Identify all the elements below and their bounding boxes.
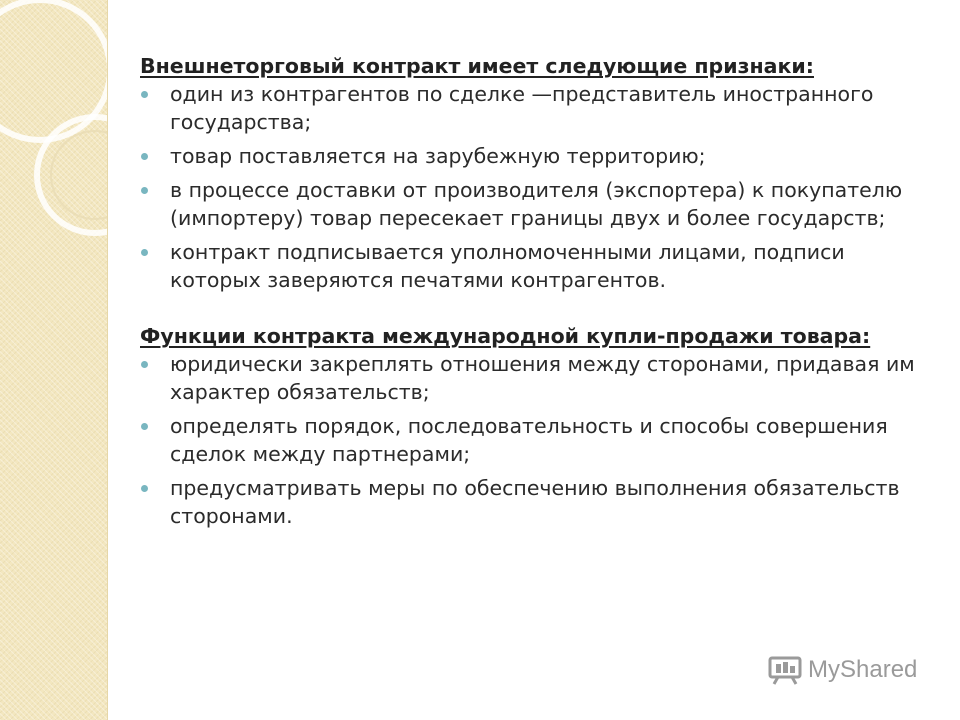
bullet-icon — [141, 153, 148, 160]
watermark-text: MyShared — [808, 656, 918, 683]
list-item: в процессе доставки от производителя (экспортера) к покупателю (импортеру) товар пересекает границы двух и более государств; — [140, 176, 940, 232]
list-item: юридически закреплять отношения между сторонами, придавая им характер обязательств; — [140, 350, 940, 406]
list-item: контракт подписывается уполномоченными лицами, подписи которых заверяются печатями контрагентов. — [140, 238, 940, 294]
decorative-side-strip — [0, 0, 108, 720]
bullet-icon — [141, 91, 148, 98]
features-list — [140, 80, 940, 294]
watermark — [768, 655, 917, 685]
list-item: один из контрагентов по сделке —представитель иностранного государства; — [140, 80, 940, 136]
presentation-board-icon — [768, 655, 802, 685]
list-item: товар поставляется на зарубежную территорию; — [140, 142, 940, 170]
list-item: предусматривать меры по обеспечению выполнения обязательств сторонами. — [140, 474, 940, 530]
list-item: определять порядок, последовательность и способы совершения сделок между партнерами; — [140, 412, 940, 468]
bullet-icon — [141, 187, 148, 194]
decorative-circles — [0, 0, 107, 720]
bullet-icon — [141, 361, 148, 368]
section-heading-functions: Функции контракта международной купли-продажи товара: — [140, 324, 871, 348]
section-heading-features: Внешнеторговый контракт имеет следующие признаки: — [140, 54, 814, 78]
bullet-icon — [141, 485, 148, 492]
bullet-icon — [141, 249, 148, 256]
slide-content — [140, 52, 940, 536]
functions-list — [140, 350, 940, 530]
bullet-icon — [141, 423, 148, 430]
